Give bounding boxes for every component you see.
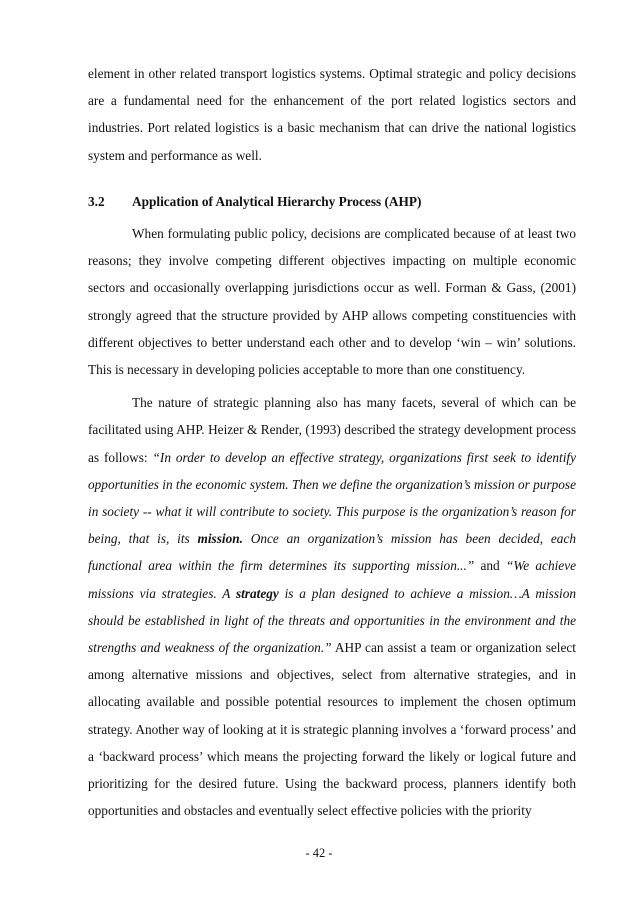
paragraph-2-lead: The nature of strategic planning also has many facets, several of which can be facilitated using AHP. Heizer & Render, (1993) described the strategy development process as follows:	[88, 395, 576, 465]
intro-paragraph: element in other related transport logistics systems. Optimal strategic and policy decisions are a fundamental need for the enhancement of the port related logistics sectors and industries. Port related logistics is a basic mechanism that can drive the national logistics system and performance as well.	[88, 66, 576, 163]
page-number: - 42 -	[305, 846, 333, 860]
quote-2: “We achieve missions via strategies. A strategy is a plan designed to achieve a mission…A mission should be established in light of the threats and opportunities in the environment and the strengths and weakness of the organization.”	[88, 558, 577, 656]
paragraph-2	[88, 389, 576, 824]
quote-2-emphasis: strategy	[235, 585, 279, 601]
paragraph-1: When formulating public policy, decisions are complicated because of at least two reasons; they involve competing different objectives impacting on multiple economic sectors and occasionally overlapping jurisdictions occur as well. Forman & Gass, (2001) strongly agreed that the structure provided by AHP allows competing constituencies with different objectives to better understand each other and to develop ‘win – win’ solutions. This is necessary in developing policies acceptable to more than one constituency.	[88, 226, 576, 378]
quote-1-emphasis: mission.	[197, 531, 243, 547]
connector-text: and	[474, 558, 506, 574]
quote-1: “In order to develop an effective strategy, organizations first seek to identify opportunities in the economic system. Then we define the organization’s mission or purpose in society -- what it will contribute to society. This purpose is the organization’s reason for being, that is, its mission. Once an organization’s mission has been decided, each functional area within the firm determines its supporting mission...”	[88, 449, 577, 574]
page-body	[88, 60, 576, 824]
paragraph-2-tail: AHP can assist a team or organization select among alternative missions and objectives, select from alternative strategies, and in allocating available and possible potential resources to implement the chosen optimum strategy. Another way of looking at it is strategic planning involves a ‘forward process’ and a ‘backward process’ which means the projecting forward the likely or logical future and prioritizing for the desired future. Using the backward process, planners identify both opportunities and obstacles and eventually select effective policies with the priority	[88, 640, 576, 819]
section-number: 3.2	[88, 193, 105, 209]
section-title: Application of Analytical Hierarchy Process (AHP)	[132, 193, 422, 209]
section-heading	[88, 188, 576, 215]
